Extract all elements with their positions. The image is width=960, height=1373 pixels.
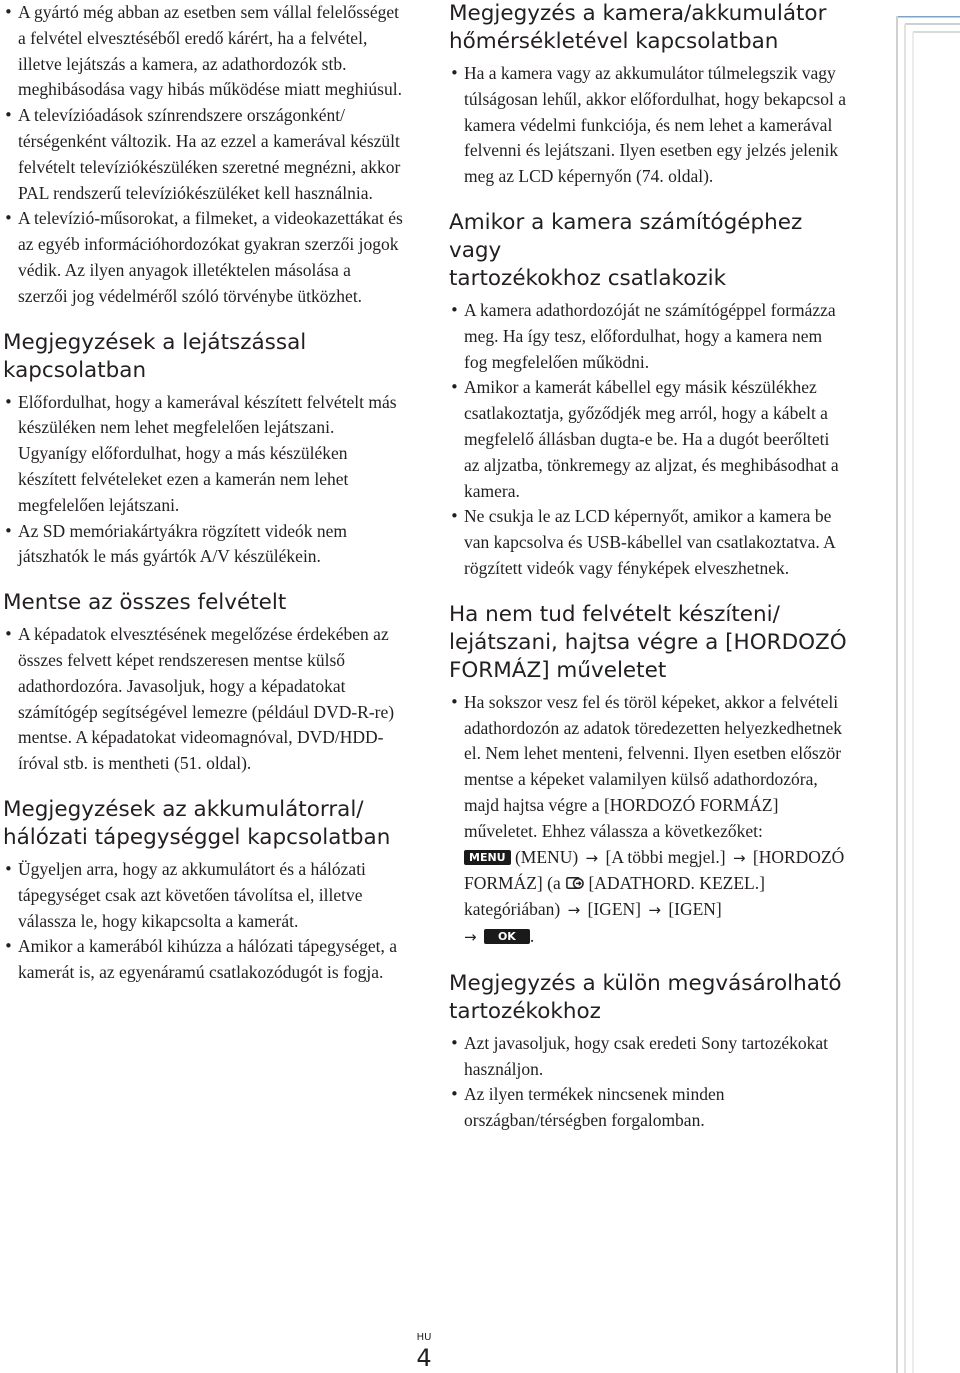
battery-list xyxy=(3,857,403,986)
section-heading: Megjegyzések a lejátszással kapcsolatban xyxy=(3,329,307,383)
section-heading: Megjegyzések az akkumulátorral/ hálózati tápegységgel kapcsolatban xyxy=(3,796,391,850)
accessories-list xyxy=(449,1031,849,1134)
intro-list xyxy=(3,0,403,310)
page-number-value: 4 xyxy=(416,1344,432,1372)
list-item: • Amikor a kamerát kábellel egy másik készülékhez csatlakoztatja, győződjék meg arról, hogy a kábelt a megfelelő állásban dugta-e be. Ha a dugót beerőlteti az aljzatba, tönkremegy az aljzat, és meghibásodhat a kamera. xyxy=(449,375,849,504)
right-column xyxy=(449,0,849,1134)
list-item: • Az SD memóriakártyákra rögzített videók nem játszhatók le más gyártók A/V készülékein. xyxy=(3,519,403,571)
section-heading: Megjegyzés a kamera/akkumulátor hőmérsékletével kapcsolatban xyxy=(449,1,827,54)
save-list xyxy=(3,622,403,777)
list-item: • Amikor a kamerából kihúzza a hálózati tápegységet, a kamerát is, az egyenáramú csatlakozódugót is fogja. xyxy=(3,934,403,986)
left-column xyxy=(3,0,403,986)
section-heading: Ha nem tud felvételt készíteni/ lejátszani, hajtsa végre a [HORDOZÓ FORMÁZ] műveletet xyxy=(449,601,847,683)
right-arrow-icon: → xyxy=(585,848,599,867)
playback-list xyxy=(3,390,403,442)
list-item: • A televízió-műsorokat, a filmeket, a videokazettákat és az egyéb információhordozókat gyakran szerzői jogok védik. Az ilyen anyagok illetéktelen másolása a szerzői jog védelméről szóló törvénybe ütközhet. xyxy=(3,206,403,309)
save-section xyxy=(3,589,403,777)
side-tab-icon xyxy=(895,16,960,1373)
computer-section xyxy=(449,209,849,582)
media-manage-icon xyxy=(565,873,584,892)
computer-list xyxy=(449,298,849,582)
language-code: HU xyxy=(416,1332,432,1343)
section-heading: Mentse az összes felvételt xyxy=(3,590,287,616)
menu-badge-icon: MENU xyxy=(464,850,511,865)
right-arrow-icon: → xyxy=(464,927,477,946)
section-heading: Megjegyzés a külön megvásárolható tartozékokhoz xyxy=(449,970,842,1024)
playback-section xyxy=(3,329,403,571)
ok-badge-icon: OK xyxy=(484,929,530,944)
list-item: • Ha a kamera vagy az akkumulátor túlmelegszik vagy túlságosan lehűl, akkor előfordulhat, hogy bekapcsol a kamera védelmi funkciója, és nem lehet a kamerával felvenni és lejátszani. Ilyen esetben egy jelzés jelenik meg az LCD képernyőn (74. oldal). xyxy=(449,61,849,190)
right-arrow-icon: → xyxy=(648,901,661,920)
list-item: • A televízióadások színrendszere országonként/ térségenként változik. Ha az ezzel a kamerával készült felvételt televíziókészüléken szeretné megnézni, akkor PAL rendszerű televíziókészüléket kell használnia. xyxy=(3,103,403,206)
list-item: • A gyártó még abban az esetben sem vállal felelősséget a felvétel elvesztéséből eredő kárért, ha a felvétel, illetve lejátszás a kamera, az adathordozók stb. meghibásodása vagy hibás működése miatt meghiúsul. xyxy=(3,0,403,103)
right-arrow-icon: → xyxy=(567,901,581,920)
list-item: • Ügyeljen arra, hogy az akkumulátort és a hálózati tápegységet csak azt követően távolítsa el, illetve válassza le, hogy kikapcsolta a kamerát. xyxy=(3,857,403,934)
format-list xyxy=(449,690,849,951)
playback-list-2 xyxy=(3,519,403,571)
list-item: • A képadatok elvesztésének megelőzése érdekében az összes felvett képet rendszeresen mentse külső adathordozóra. Javasoljuk, hogy a képadatokat számítógép segítségével lemezre (például DVD-R-re) mentse. A képadatokat videomagnóval, DVD/HDD-íróval stb. is mentheti (51. oldal). xyxy=(3,622,403,777)
list-item-continuation: Ugyanígy előfordulhat, hogy a más készüléken készített felvételeket ezen a kamerán nem lehet megfelelően lejátszani. xyxy=(18,443,349,515)
list-item: • Ha sokszor vesz fel és töröl képeket, akkor a felvételi adathordozón az adatok töredezetten helyezkedhetnek el. Nem lehet menteni, felvenni. Ilyen esetben először mentse a képeket valamilyen külső adathordozóra, majd hajtsa végre a [HORDOZÓ FORMÁZ] műveletet. Ehhez válassza a következőket: MENU (MENU) → [A többi megjel.] → [HORDOZÓ FORMÁZ] (a [ADATHORD. KEZEL.] kategóriában) → [IGEN] → [IGEN] → OK . xyxy=(449,690,849,951)
list-item: • A kamera adathordozóját ne számítógéppel formázza meg. Ha így tesz, előfordulhat, hogy a kamera nem fog megfelelően működni. xyxy=(449,298,849,375)
section-heading: Amikor a kamera számítógéphez vagy tartozékokhoz csatlakozik xyxy=(449,209,803,291)
list-item: • Az ilyen termékek nincsenek minden országban/térségben forgalomban. xyxy=(449,1082,849,1134)
right-arrow-icon: → xyxy=(732,848,746,867)
temperature-section xyxy=(449,0,849,190)
list-item: • Előfordulhat, hogy a kamerával készített felvételt más készüléken nem lehet megfelelően lejátszani. xyxy=(3,390,403,442)
format-section xyxy=(449,601,849,951)
accessories-section xyxy=(449,970,849,1134)
page-number xyxy=(412,1332,436,1372)
list-item: • Ne csukja le az LCD képernyőt, amikor a kamera be van kapcsolva és USB-kábellel van csatlakoztatva. A rögzített videók vagy fényképek elveszhetnek. xyxy=(449,504,849,581)
battery-section xyxy=(3,796,403,986)
list-item: • Azt javasoljuk, hogy csak eredeti Sony tartozékokat használjon. xyxy=(449,1031,849,1083)
temperature-list xyxy=(449,61,849,190)
